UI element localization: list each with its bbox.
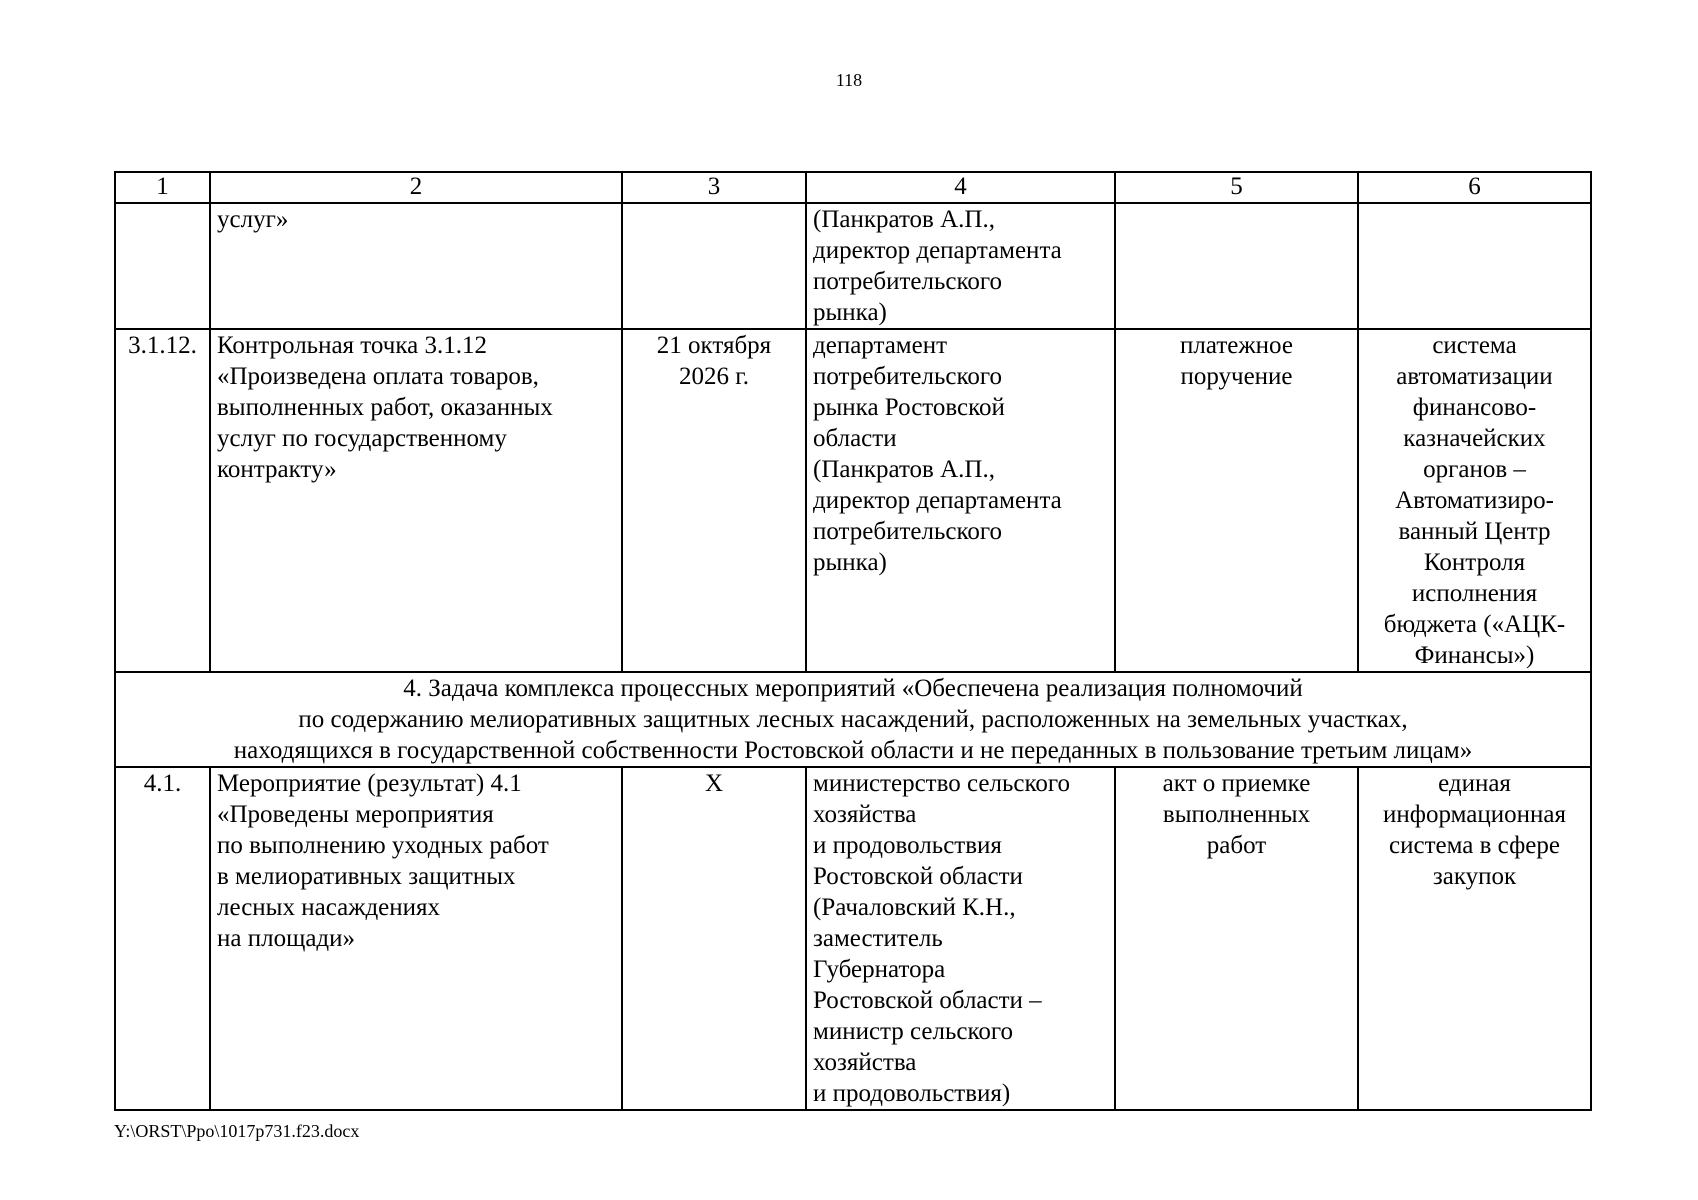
page-number: 118 <box>835 70 863 90</box>
table-row-3-1-12 <box>115 329 1591 672</box>
cell-date <box>622 203 806 329</box>
plan-table <box>114 171 1592 1111</box>
cell-responsible: департамент потребительского рынка Ростовской области (Панкратов А.П., директор департамента потребительского рынка) <box>806 329 1115 672</box>
cell-system: единая информационная система в сфере закупок <box>1358 767 1591 1110</box>
cell-name: Мероприятие (результат) 4.1 «Проведены мероприятия по выполнению уходных работ в мелиоративных защитных лесных насаждениях на площади» <box>210 767 622 1110</box>
table-row-continuation <box>115 203 1591 329</box>
cell-number: 4.1. <box>115 767 210 1110</box>
cell-document: платежное поручение <box>1115 329 1358 672</box>
cell-date: 21 октября 2026 г. <box>622 329 806 672</box>
header-cell: 3 <box>622 172 806 203</box>
table-header-row <box>115 172 1591 203</box>
cell-system: система автоматизации финансово- казначейских органов – Автоматизиро- ванный Центр Контроля исполнения бюджета («АЦК- Финансы») <box>1358 329 1591 672</box>
cell-date: Х <box>622 767 806 1110</box>
header-cell: 1 <box>115 172 210 203</box>
cell-document: акт о приемке выполненных работ <box>1115 767 1358 1110</box>
footer-file-path: Y:\ORST\Ppo\1017p731.f23.docx <box>114 1121 360 1141</box>
table-row-4-1 <box>115 767 1591 1110</box>
cell-responsible: министерство сельского хозяйства и продовольствия Ростовской области (Рачаловский К.Н., заместитель Губернатора Ростовской области – министр сельского хозяйства и продовольствия) <box>806 767 1115 1110</box>
cell-responsible: (Панкратов А.П., директор департамента потребительского рынка) <box>806 203 1115 329</box>
cell-number <box>115 203 210 329</box>
section-heading: 4. Задача комплекса процессных мероприятий «Обеспечена реализация полномочий по содержанию мелиоративных защитных лесных насаждений, расположенных на земельных участках, находящихся в государственной собственности Ростовской области и не переданных в пользование третьим лицам» <box>115 672 1591 767</box>
cell-system <box>1358 203 1591 329</box>
cell-document <box>1115 203 1358 329</box>
header-cell: 4 <box>806 172 1115 203</box>
section-row-4 <box>115 672 1591 767</box>
cell-name: Контрольная точка 3.1.12 «Произведена оплата товаров, выполненных работ, оказанных услуг по государственному контракту» <box>210 329 622 672</box>
header-cell: 2 <box>210 172 622 203</box>
cell-number: 3.1.12. <box>115 329 210 672</box>
cell-name: услуг» <box>210 203 622 329</box>
header-cell: 5 <box>1115 172 1358 203</box>
header-cell: 6 <box>1358 172 1591 203</box>
